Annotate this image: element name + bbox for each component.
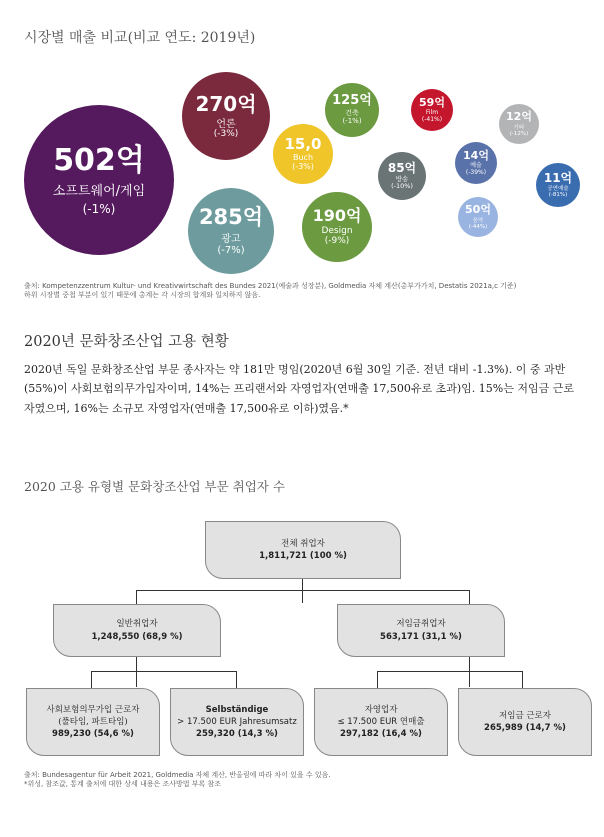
box-social-insurance-workers bbox=[26, 688, 160, 756]
box-title: 자영업자 bbox=[364, 704, 398, 715]
connector-line bbox=[136, 590, 137, 604]
box-lowwage-workers bbox=[458, 688, 592, 756]
bubble-label: Film bbox=[425, 108, 439, 116]
connector-line bbox=[236, 671, 237, 688]
bubble-label: 음악 bbox=[472, 217, 484, 224]
box-general-employed bbox=[53, 604, 221, 657]
connector-line bbox=[377, 671, 378, 688]
bubble-value: 285억 bbox=[198, 204, 264, 229]
bubble-label: 기타 bbox=[513, 124, 525, 131]
bubble-value: 125억 bbox=[332, 93, 372, 109]
box-value: 297,182 (16,4 %) bbox=[340, 729, 422, 740]
bubble-value: 190억 bbox=[312, 206, 362, 226]
source-line: 출처: Bundesagentur für Arbeit 2021, Goldmedia 자체 계산, 반올림에 따라 차이 있을 수 있음. bbox=[24, 771, 331, 779]
bubble-label: 언론 bbox=[216, 118, 236, 130]
box-value: 1,248,550 (68,9 %) bbox=[91, 631, 183, 642]
connector-line bbox=[91, 671, 237, 672]
bubble-value: 11억 bbox=[543, 170, 573, 185]
box-title: 전체 취업자 bbox=[281, 538, 325, 549]
box-subtitle: (풀타임, 파트타임) bbox=[58, 716, 128, 727]
box-value: 989,230 (54,6 %) bbox=[52, 729, 134, 740]
connector-line bbox=[522, 671, 523, 688]
bubble-label: 광고 bbox=[221, 234, 241, 246]
bubble-label: Buch bbox=[292, 153, 314, 163]
bubble-value: 15,0 bbox=[284, 134, 322, 153]
box-lowwage-employed bbox=[337, 604, 505, 657]
box-value: 259,320 (14,3 %) bbox=[196, 729, 278, 740]
body-paragraph: 2020년 독일 문화창조산업 부문 종사자는 약 181만 명임(2020년 6월 30일 기준. 전년 대비 -1.3%). 이 중 과반(55%)이 사회보험의무가입자이며, 14%는 프리랜서와 자영업자(연매출 17,500유로 초과)임. 15%는 저임금 근로자였으며, 16%는 소규모 자영업자(연매출 17,500유로 이하)였음.* bbox=[24, 363, 574, 415]
box-title: 일반취업자 bbox=[116, 619, 158, 630]
box-value: 563,171 (31,1 %) bbox=[380, 631, 462, 642]
section-title: 2020년 문화창조산업 고용 현황 bbox=[24, 334, 229, 350]
bubble-label: 소프트웨어/게임 bbox=[52, 184, 146, 200]
connector-line bbox=[91, 671, 92, 688]
bubble-label: 예술 bbox=[470, 161, 482, 169]
bubble-label: 방송 bbox=[395, 174, 409, 183]
bubble-change: (-41%) bbox=[421, 115, 443, 123]
bubble-value: 270억 bbox=[195, 91, 257, 116]
bubble-value: 502억 bbox=[53, 143, 145, 179]
bubble-value: 14억 bbox=[463, 148, 489, 162]
source-line: 출처: Kompetenzzentrum Kultur- und Kreativwirtschaft des Bundes 2021(예술과 성장분), Goldmedia 자체 계산(총부가가치, Destatis 2021a,c 기준) bbox=[24, 282, 517, 290]
bubble-change: (-7%) bbox=[217, 245, 245, 257]
bubble-label: Design bbox=[321, 225, 353, 236]
source-line: *위성, 참조값, 통계 출처에 대한 상세 내용은 조사방법 부록 참조 bbox=[24, 780, 222, 789]
bubble-change: (-81%) bbox=[548, 192, 568, 199]
connector-line bbox=[136, 590, 470, 591]
bubble-change: (-39%) bbox=[465, 168, 487, 176]
box-title: 저임금취업자 bbox=[396, 619, 446, 630]
org-chart-source bbox=[24, 771, 584, 790]
chart-title: 시장별 매출 비교(비교 연도: 2019년) bbox=[24, 30, 256, 46]
org-chart-title: 2020 고용 유형별 문화창조산업 부문 취업자 수 bbox=[24, 479, 285, 494]
bubble-change: (-10%) bbox=[391, 182, 413, 191]
bubble-value: 12억 bbox=[506, 110, 532, 124]
box-value: 1,811,721 (100 %) bbox=[259, 551, 347, 561]
bubble-change: (-3%) bbox=[292, 162, 314, 172]
box-value: 265,989 (14,7 %) bbox=[484, 723, 566, 733]
bubble-label: 공연예술 bbox=[547, 186, 569, 193]
bubble-change: (-1%) bbox=[342, 117, 362, 126]
box-total-employed bbox=[205, 521, 401, 579]
box-title: 저임금 근로자 bbox=[499, 710, 551, 721]
box-subtitle: ≤ 17.500 EUR 연매출 bbox=[337, 716, 425, 727]
bubble-value: 59억 bbox=[419, 95, 445, 109]
bubble-change: (-3%) bbox=[213, 128, 239, 139]
bubble-change: (-1%) bbox=[82, 201, 116, 216]
connector-line bbox=[469, 590, 470, 604]
bubble-value: 85억 bbox=[387, 160, 417, 175]
bubble-label: 건축 bbox=[345, 109, 359, 118]
bubble-change: (-44%) bbox=[468, 223, 488, 230]
connector-line bbox=[377, 671, 523, 672]
box-selbstaendige bbox=[170, 688, 304, 756]
source-line: 하위 시장별 중첩 부분이 있기 때문에 총계는 각 시장의 합계와 일치하지 않음. bbox=[24, 291, 261, 300]
box-title: Selbständige bbox=[205, 704, 269, 715]
bubble-change: (-9%) bbox=[324, 235, 350, 246]
box-self-employed bbox=[314, 688, 448, 756]
bubble-change: (-12%) bbox=[509, 130, 529, 137]
box-title: 사회보험의무가입 근로자 bbox=[46, 704, 140, 715]
bubble-value: 50억 bbox=[465, 203, 491, 217]
box-subtitle: > 17.500 EUR Jahresumsatz bbox=[177, 716, 297, 727]
